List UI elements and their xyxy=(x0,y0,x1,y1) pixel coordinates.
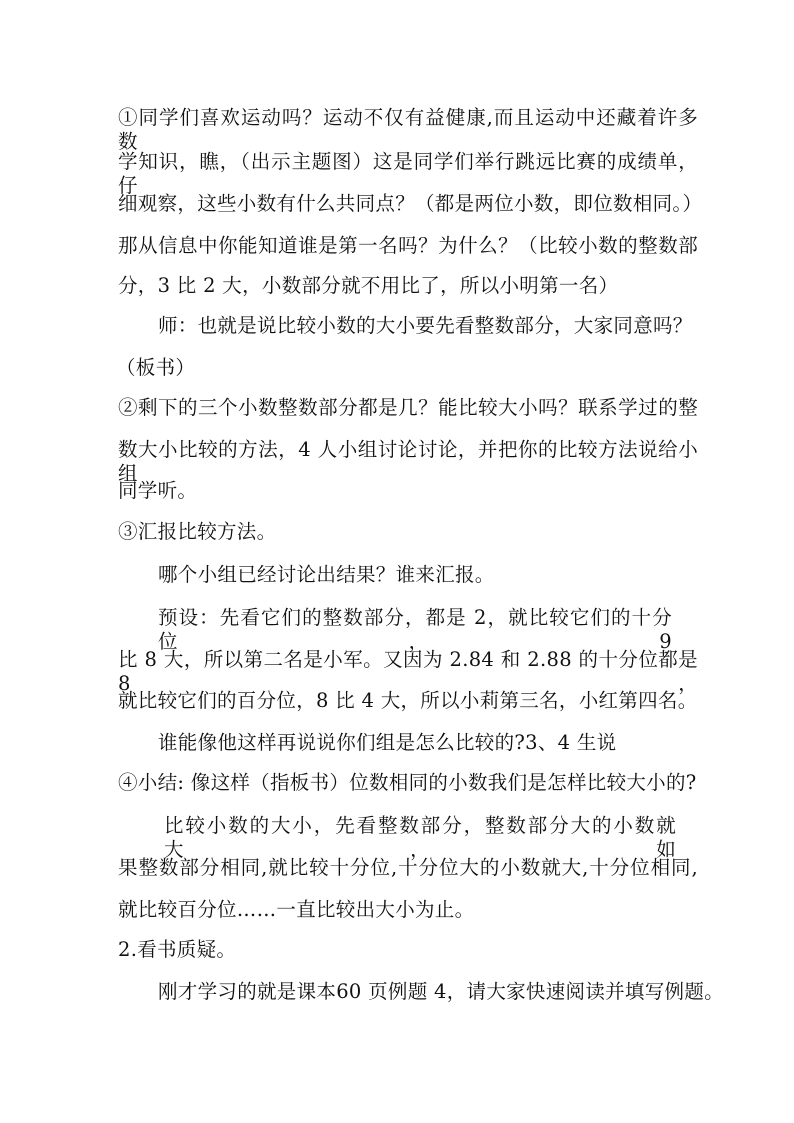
paragraph-line: ④小结: 像这样（指板书）位数相同的小数我们是怎样比较大小的? xyxy=(118,771,697,794)
paragraph-line: 比 8 大，所以第二名是小军。又因为 2.84 和 2.88 的十分位都是 8， xyxy=(118,648,698,695)
paragraph-line: 学知识，瞧，（出示主题图）这是同学们举行跳远比赛的成绩单，仔 xyxy=(118,150,698,197)
paragraph-line: 同学听。 xyxy=(118,479,198,502)
paragraph-line: 就比较百分位……一直比较出大小为止。 xyxy=(118,898,475,921)
paragraph-line: 预设：先看它们的整数部分，都是 2，就比较它们的十分位，9 xyxy=(158,606,672,653)
paragraph-line: 数大小比较的方法，4 人小组讨论讨论，并把你的比较方法说给小组 xyxy=(118,438,698,485)
paragraph-line: 分，3 比 2 大，小数部分就不用比了，所以小明第一名） xyxy=(118,274,619,297)
section-heading: ③汇报比较方法。 xyxy=(118,520,277,543)
paragraph-line: ②剩下的三个小数整数部分都是几？能比较大小吗？联系学过的整 xyxy=(118,396,698,419)
paragraph-line: 师：也就是说比较小数的大小要先看整数部分，大家同意吗？ xyxy=(158,314,693,337)
section-heading: 2.看书质疑。 xyxy=(118,938,237,961)
paragraph-line: 细观察，这些小数有什么共同点？（都是两位小数，即位数相同。） xyxy=(118,192,703,215)
paragraph-line: 就比较它们的百分位，8 比 4 大，所以小莉第三名，小红第四名。 xyxy=(118,689,698,712)
paragraph-line: 哪个小组已经讨论出结果？谁来汇报。 xyxy=(158,563,495,586)
paragraph-line: 刚才学习的就是课本60 页例题 4，请大家快速阅读并填写例题。 xyxy=(158,980,724,1003)
paragraph-line: 果整数部分相同,就比较十分位,十分位大的小数就大,十分位相同, xyxy=(118,856,698,879)
paragraph-line: 那从信息中你能知道谁是第一名吗？为什么？（比较小数的整数部 xyxy=(118,234,698,257)
paragraph-line: ①同学们喜欢运动吗？运动不仅有益健康,而且运动中还藏着许多数 xyxy=(118,106,698,153)
paragraph-line: 谁能像他这样再说说你们组是怎么比较的?3、4 生说 xyxy=(158,731,617,754)
paragraph-line: （板书） xyxy=(116,356,196,379)
paragraph-line: 比较小数的大小，先看整数部分，整数部分大的小数就大，如 xyxy=(164,814,676,861)
